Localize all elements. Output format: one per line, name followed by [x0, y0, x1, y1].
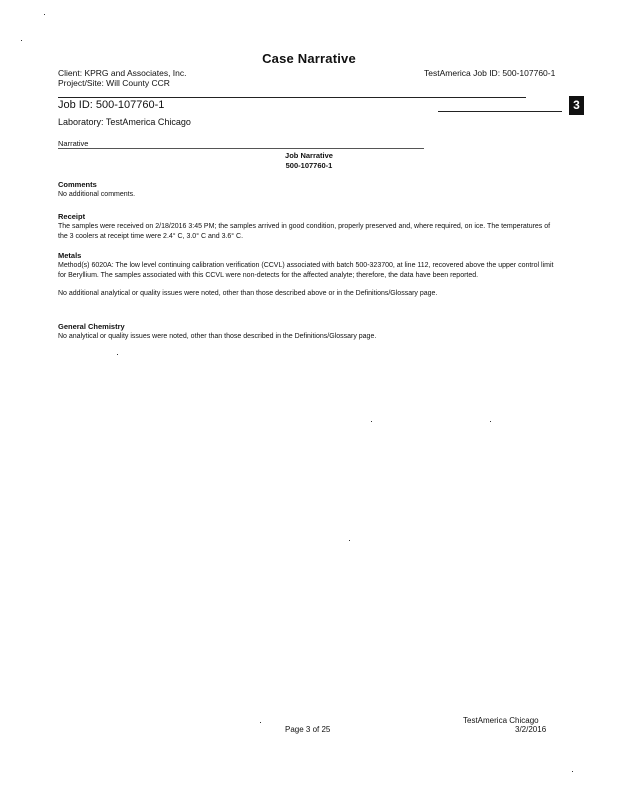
project-site: Project/Site: Will County CCR	[58, 78, 170, 88]
section-metals	[58, 251, 558, 299]
section-paragraph: No additional comments.	[58, 191, 136, 198]
section-receipt	[58, 212, 558, 241]
section-paragraph: The samples were received on 2/18/2016 3:45 PM; the samples arrived in good condition, properly preserved and, where required, on ice. The temperatures of the 3 coolers at receipt time were 2.4° C, 3.0° C and 3.6° C.	[58, 223, 551, 240]
scan-speck	[260, 722, 261, 723]
section-paragraph: No additional analytical or quality issues were noted, other than those described above or in the Definitions/Glossary page.	[58, 290, 438, 297]
section-title: Comments	[58, 180, 97, 189]
section-paragraph: No analytical or quality issues were noted, other than those described in the Definitions/Glossary page.	[58, 333, 377, 340]
job-narrative-number: 500-107760-1	[285, 161, 333, 170]
scan-speck	[349, 540, 350, 541]
section-general-chemistry	[58, 322, 558, 342]
scan-speck	[371, 421, 372, 422]
job-id: Job ID: 500-107760-1	[58, 99, 165, 111]
scan-speck	[117, 354, 118, 355]
footer-date: 3/2/2016	[515, 725, 547, 734]
header-rule-right	[438, 111, 562, 112]
page-title: Case Narrative	[262, 51, 356, 66]
section-title: Metals	[58, 251, 82, 260]
section-title: Receipt	[58, 212, 86, 221]
section-title: General Chemistry	[58, 322, 125, 331]
section-tab: 3	[569, 96, 584, 115]
section-paragraph: Method(s) 6020A: The low level continuing calibration verification (CCVL) associated with batch 500-323700, at line 112, recovered above the upper control limit for Beryllium. The samples associated with this CCVL were non-detects for the affected analyte; therefore, the data have been reported.	[58, 262, 554, 279]
header-rule	[58, 97, 526, 98]
scan-speck	[21, 40, 22, 41]
testamerica-job-id: TestAmerica Job ID: 500-107760-1	[424, 68, 556, 78]
scan-speck	[572, 771, 573, 772]
section-comments	[58, 180, 558, 200]
narrative-label: Narrative	[58, 139, 89, 148]
laboratory: Laboratory: TestAmerica Chicago	[58, 117, 191, 127]
scan-speck	[44, 14, 45, 15]
scan-speck	[490, 421, 491, 422]
page-number: Page 3 of 25	[285, 725, 331, 734]
job-narrative-heading: Job Narrative	[285, 151, 333, 160]
narrative-rule	[58, 148, 424, 149]
footer-lab: TestAmerica Chicago	[463, 716, 539, 725]
client-name: Client: KPRG and Associates, Inc.	[58, 68, 187, 78]
